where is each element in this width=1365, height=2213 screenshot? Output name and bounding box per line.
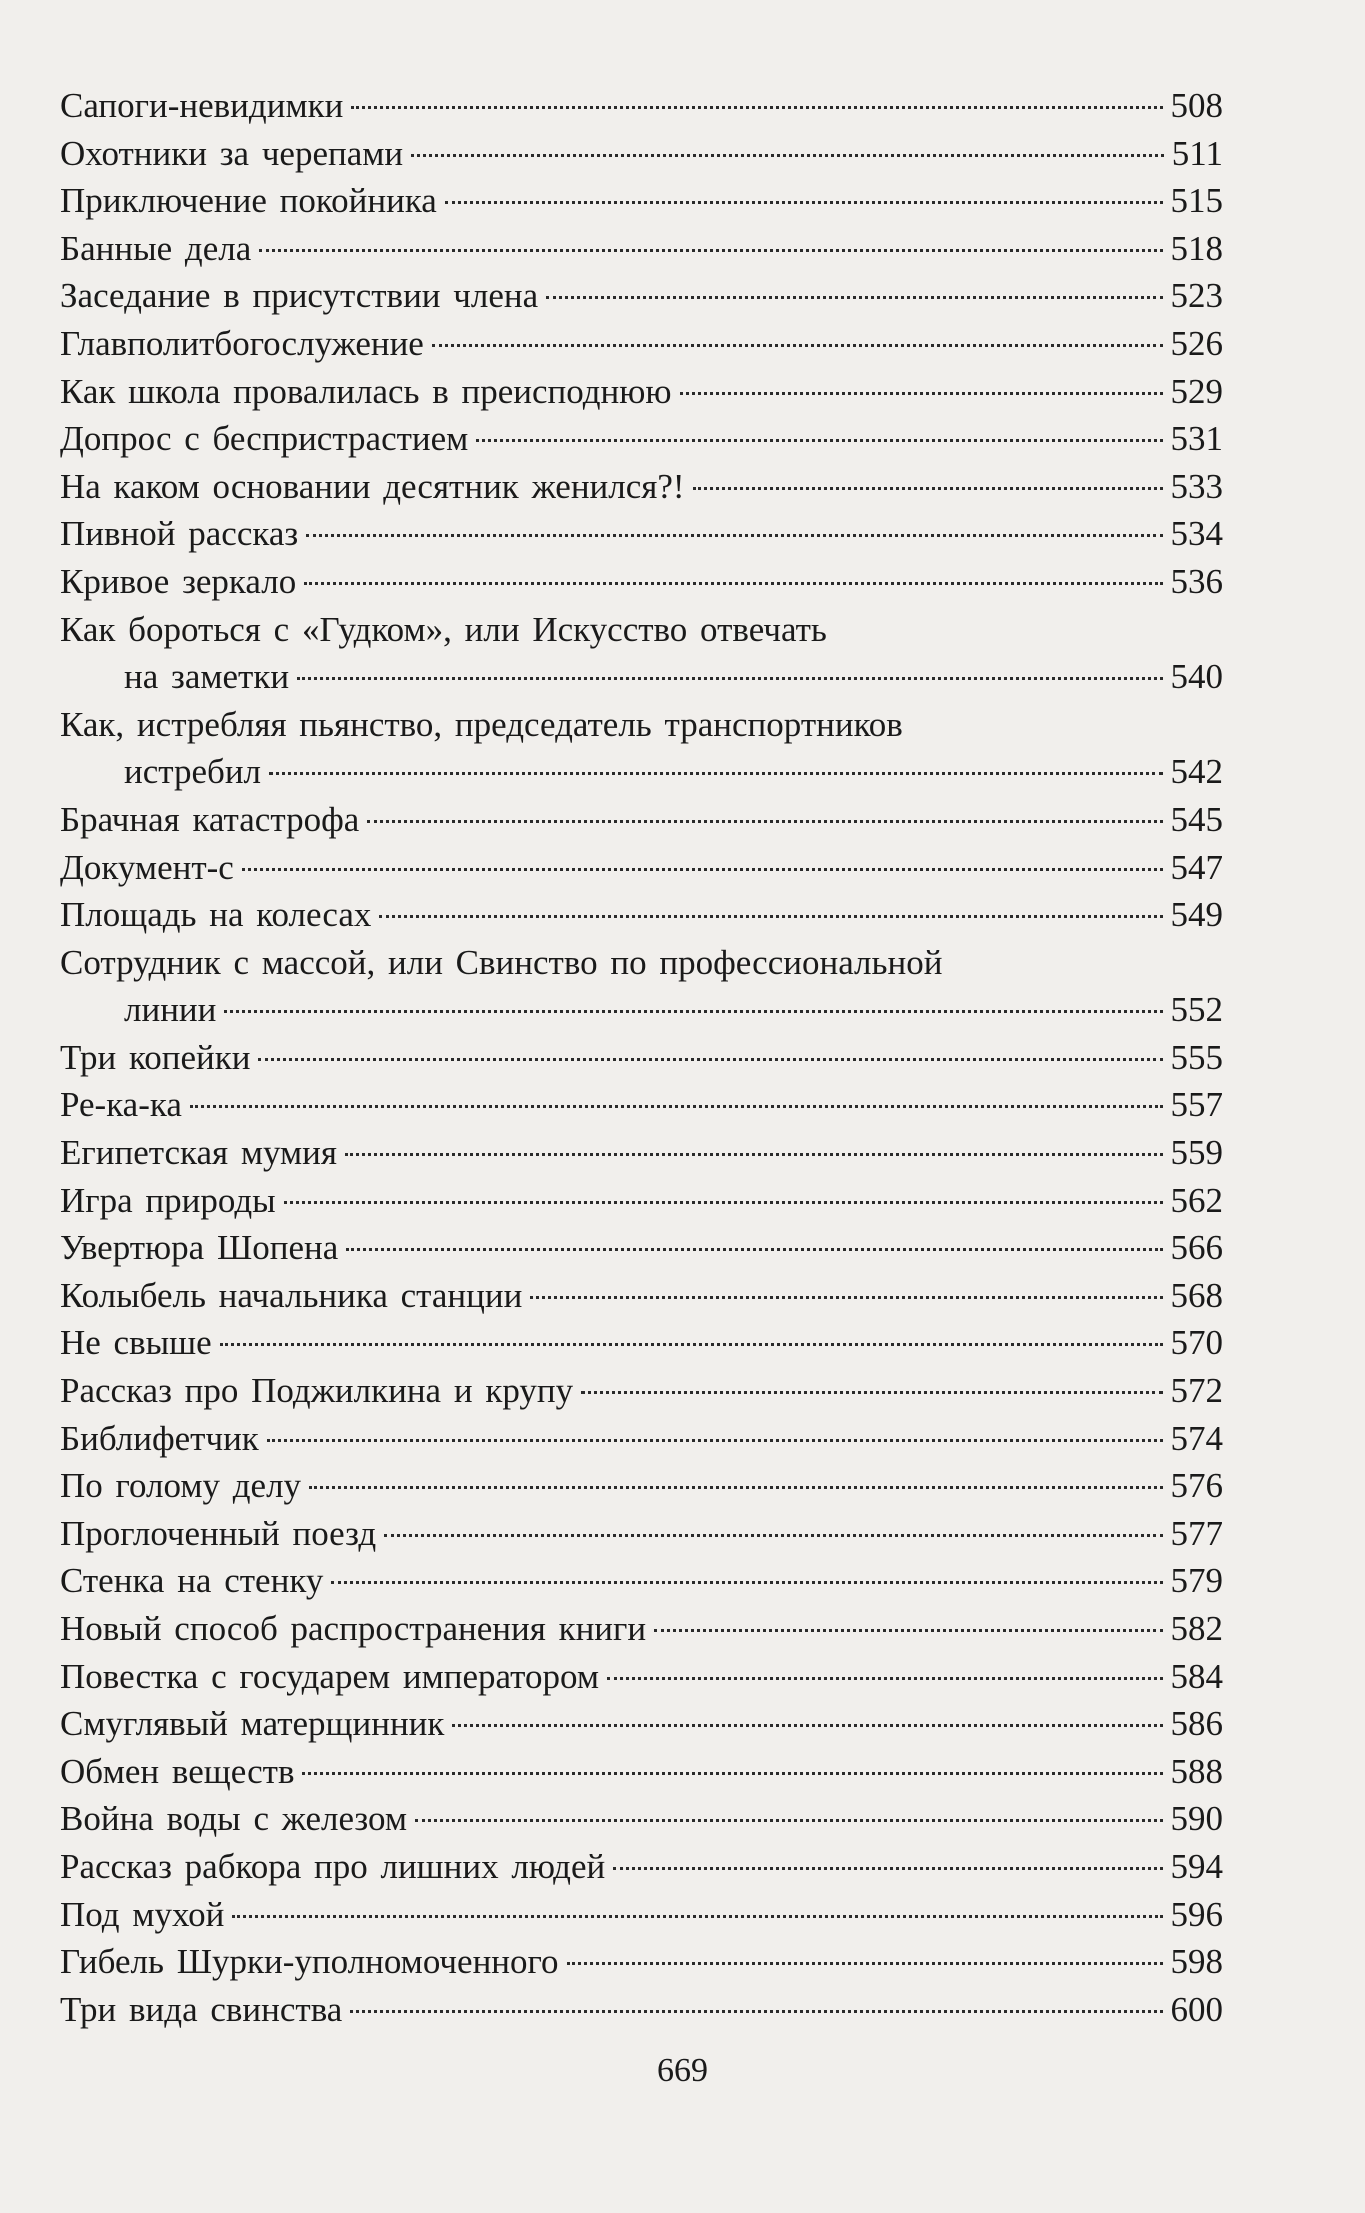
toc-entry-page: 590	[1170, 1799, 1223, 1839]
dot-leader	[530, 1296, 1162, 1299]
toc-entry-title: Как бороться с «Гудком», или Искусство отвечать	[60, 609, 827, 649]
dot-leader	[452, 1724, 1162, 1727]
dot-leader	[190, 1105, 1163, 1108]
toc-entry-title: Три копейки	[60, 1037, 251, 1077]
toc-entry-title: Кривое зеркало	[60, 561, 297, 601]
dot-leader	[259, 249, 1162, 252]
toc-entry	[60, 1795, 1223, 1843]
toc-entry-title: Смуглявый матерщинник	[60, 1704, 445, 1744]
dot-leader	[607, 1677, 1163, 1680]
toc-entry-title: Гибель Шурки-уполномоченного	[60, 1942, 559, 1982]
dot-leader	[258, 1058, 1162, 1061]
toc-entry-title: Документ-с	[60, 847, 234, 887]
toc-entry-title: Повестка с государем императором	[60, 1656, 599, 1696]
toc-entry-title: Пивной рассказ	[60, 514, 299, 554]
toc-entry	[60, 1748, 1223, 1796]
table-of-contents	[60, 82, 1223, 2033]
dot-leader	[411, 154, 1164, 157]
toc-entry-row	[60, 1081, 1223, 1129]
toc-entry-row	[60, 1748, 1223, 1796]
toc-entry-row	[60, 1462, 1223, 1510]
toc-entry-title: Допрос с беспристрастием	[60, 419, 469, 459]
toc-entry	[60, 796, 1223, 844]
toc-entry	[60, 1177, 1223, 1225]
dot-leader	[546, 296, 1162, 299]
toc-entry-title: Как школа провалилась в преисподнюю	[60, 371, 672, 411]
toc-entry-row	[60, 1319, 1223, 1367]
toc-entry-title: Приключение покойника	[60, 181, 437, 221]
toc-entry-row	[60, 558, 1223, 606]
toc-entry	[60, 510, 1223, 558]
toc-entry-row	[60, 796, 1223, 844]
dot-leader	[581, 1391, 1162, 1394]
toc-entry-row	[60, 1272, 1223, 1320]
toc-entry-title: Брачная катастрофа	[60, 799, 360, 839]
dot-leader	[476, 439, 1162, 442]
toc-entry-row	[60, 510, 1223, 558]
toc-entry-row	[60, 225, 1223, 273]
toc-entry-page: 600	[1170, 1989, 1223, 2029]
toc-entry-title: Заседание в присутствии члена	[60, 276, 539, 316]
toc-entry-row	[60, 130, 1223, 178]
toc-entry-row	[60, 1129, 1223, 1177]
toc-entry-row	[60, 1795, 1223, 1843]
toc-entry	[60, 606, 1223, 701]
toc-entry	[60, 1986, 1223, 2034]
toc-entry-page: 523	[1170, 276, 1223, 316]
toc-entry-page: 534	[1170, 514, 1223, 554]
dot-leader	[351, 106, 1162, 109]
dot-leader	[680, 392, 1163, 395]
dot-leader	[693, 487, 1163, 490]
toc-entry-page: 540	[1170, 657, 1223, 697]
dot-leader	[267, 1439, 1163, 1442]
toc-entry-title: Охотники за черепами	[60, 133, 404, 173]
dot-leader	[415, 1819, 1162, 1822]
toc-entry	[60, 939, 1223, 1034]
toc-entry-title: По голому делу	[60, 1466, 302, 1506]
toc-entry-row	[60, 653, 1223, 701]
toc-entry-title: на заметки	[124, 657, 290, 697]
toc-entry-row	[60, 1891, 1223, 1939]
toc-entry-page: 545	[1170, 799, 1223, 839]
toc-entry-title: Ре-ка-ка	[60, 1085, 182, 1125]
toc-entry	[60, 1557, 1223, 1605]
toc-entry-row	[60, 1367, 1223, 1415]
toc-entry	[60, 320, 1223, 368]
toc-entry	[60, 1843, 1223, 1891]
toc-entry	[60, 1272, 1223, 1320]
toc-entry-page: 566	[1170, 1228, 1223, 1268]
toc-entry-page: 555	[1170, 1037, 1223, 1077]
toc-entry-title: Египетская мумия	[60, 1133, 338, 1173]
toc-entry	[60, 1034, 1223, 1082]
toc-entry-page: 574	[1170, 1418, 1223, 1458]
dot-leader	[269, 772, 1162, 775]
toc-entry	[60, 1605, 1223, 1653]
toc-entry-title: истребил	[124, 752, 262, 792]
dot-leader	[284, 1201, 1163, 1204]
toc-entry-page: 531	[1170, 419, 1223, 459]
page-number: 669	[657, 2052, 708, 2089]
toc-entry-page: 576	[1170, 1466, 1223, 1506]
toc-entry-row	[60, 1938, 1223, 1986]
toc-entry-row	[60, 463, 1223, 511]
dot-leader	[346, 1248, 1162, 1251]
toc-entry	[60, 1367, 1223, 1415]
toc-entry-row	[60, 1986, 1223, 2034]
dot-leader	[331, 1581, 1162, 1584]
dot-leader	[350, 2010, 1162, 2013]
dot-leader	[224, 1010, 1162, 1013]
toc-entry-page: 533	[1170, 466, 1223, 506]
toc-entry-page: 518	[1170, 228, 1223, 268]
toc-entry-title: Новый способ распространения книги	[60, 1609, 647, 1648]
toc-entry-page: 526	[1170, 323, 1223, 363]
toc-entry-title: Три вида свинства	[60, 1989, 343, 2029]
toc-entry-page: 529	[1170, 371, 1223, 411]
dot-leader	[304, 582, 1162, 585]
toc-entry-page: 559	[1170, 1133, 1223, 1173]
toc-entry	[60, 1129, 1223, 1177]
toc-entry-row	[60, 272, 1223, 320]
toc-entry	[60, 701, 1223, 796]
toc-entry	[60, 1081, 1223, 1129]
toc-entry-page: 570	[1170, 1323, 1223, 1363]
dot-leader	[567, 1962, 1163, 1965]
toc-entry	[60, 558, 1223, 606]
toc-entry-row	[60, 1557, 1223, 1605]
toc-entry-title: Библифетчик	[60, 1418, 259, 1458]
toc-entry	[60, 1415, 1223, 1463]
toc-entry-page: 515	[1170, 181, 1223, 221]
dot-leader	[379, 915, 1162, 918]
toc-entry-title: Обмен веществ	[60, 1751, 295, 1791]
toc-entry	[60, 415, 1223, 463]
toc-entry-title: Война воды с железом	[60, 1799, 408, 1839]
toc-entry-title: На каком основании десятник женился?!	[60, 466, 685, 506]
toc-entry-row	[60, 1177, 1223, 1225]
toc-entry-row	[60, 1510, 1223, 1558]
toc-entry	[60, 225, 1223, 273]
dot-leader	[345, 1153, 1162, 1156]
toc-entry-page: 598	[1170, 1942, 1223, 1982]
toc-entry-row	[60, 82, 1223, 130]
toc-entry	[60, 368, 1223, 416]
toc-entry-title: Главполитбогослужение	[60, 323, 424, 363]
toc-entry-row	[60, 844, 1223, 892]
toc-entry-page: 562	[1170, 1180, 1223, 1220]
toc-entry-title: Игра природы	[60, 1180, 276, 1220]
toc-entry-page: 552	[1170, 990, 1223, 1030]
toc-entry	[60, 130, 1223, 178]
toc-entry-page: 584	[1170, 1656, 1223, 1696]
toc-entry	[60, 1510, 1223, 1558]
toc-entry-title: Сапоги-невидимки	[60, 86, 344, 125]
toc-entry-title: Рассказ рабкора про лишних людей	[60, 1846, 606, 1886]
dot-leader	[232, 1915, 1162, 1918]
toc-entry-page: 549	[1170, 895, 1223, 935]
dot-leader	[242, 868, 1163, 871]
toc-entry	[60, 891, 1223, 939]
toc-list	[60, 82, 1223, 2033]
toc-entry-page: 572	[1170, 1371, 1223, 1411]
toc-entry-row	[60, 177, 1223, 225]
toc-entry-row	[60, 415, 1223, 463]
toc-entry-row	[60, 1843, 1223, 1891]
toc-entry-title: Не свыше	[60, 1323, 212, 1363]
toc-entry-row	[60, 891, 1223, 939]
toc-entry	[60, 844, 1223, 892]
toc-entry	[60, 1653, 1223, 1701]
toc-entry	[60, 82, 1223, 130]
dot-leader	[306, 534, 1162, 537]
dot-leader	[432, 344, 1163, 347]
toc-entry-page: 582	[1170, 1609, 1223, 1648]
toc-entry-page: 547	[1170, 847, 1223, 887]
toc-entry-page: 586	[1170, 1704, 1223, 1744]
toc-entry	[60, 272, 1223, 320]
dot-leader	[367, 820, 1162, 823]
toc-entry-title: Сотрудник с массой, или Свинство по профессиональной	[60, 942, 943, 982]
dot-leader	[309, 1486, 1162, 1489]
dot-leader	[613, 1867, 1162, 1870]
dot-leader	[302, 1772, 1162, 1775]
toc-entry-title: Площадь на колесах	[60, 895, 372, 935]
toc-entry	[60, 1319, 1223, 1367]
toc-entry-title: Под мухой	[60, 1894, 225, 1934]
dot-leader	[384, 1534, 1162, 1537]
toc-entry	[60, 1700, 1223, 1748]
toc-entry	[60, 463, 1223, 511]
toc-entry	[60, 177, 1223, 225]
toc-entry-page: 588	[1170, 1751, 1223, 1791]
toc-entry	[60, 1224, 1223, 1272]
toc-entry-page: 542	[1170, 752, 1223, 792]
toc-entry-row	[60, 368, 1223, 416]
toc-entry-title: Банные дела	[60, 228, 252, 268]
toc-entry-title: Стенка на стенку	[60, 1561, 324, 1601]
toc-entry-title: Колыбель начальника станции	[60, 1275, 523, 1315]
toc-entry-row	[60, 1034, 1223, 1082]
toc-entry-page: 596	[1170, 1894, 1223, 1934]
toc-entry-page: 579	[1170, 1561, 1223, 1601]
toc-entry-row	[60, 748, 1223, 796]
dot-leader	[297, 677, 1162, 680]
dot-leader	[220, 1343, 1163, 1346]
toc-entry-page: 557	[1170, 1085, 1223, 1125]
toc-entry-title: Как, истребляя пьянство, председатель транспортников	[60, 704, 903, 744]
toc-entry-title: линии	[124, 990, 217, 1030]
toc-entry-row	[60, 1224, 1223, 1272]
toc-entry-row	[60, 1605, 1223, 1653]
toc-entry-page: 508	[1170, 86, 1223, 125]
toc-entry-row	[60, 986, 1223, 1034]
toc-entry-page: 511	[1171, 133, 1223, 173]
toc-entry	[60, 1938, 1223, 1986]
toc-entry-row	[60, 1700, 1223, 1748]
toc-entry-page: 594	[1170, 1846, 1223, 1886]
toc-entry-page: 536	[1170, 561, 1223, 601]
dot-leader	[654, 1629, 1162, 1632]
toc-entry-row	[60, 1415, 1223, 1463]
toc-entry	[60, 1891, 1223, 1939]
toc-entry-page: 577	[1170, 1513, 1223, 1553]
toc-entry	[60, 1462, 1223, 1510]
dot-leader	[445, 201, 1163, 204]
toc-entry-title: Увертюра Шопена	[60, 1228, 339, 1268]
toc-entry-title: Рассказ про Поджилкина и крупу	[60, 1371, 574, 1411]
toc-entry-title: Проглоченный поезд	[60, 1513, 377, 1553]
toc-entry-row	[60, 320, 1223, 368]
toc-entry-row	[60, 1653, 1223, 1701]
toc-entry-page: 568	[1170, 1275, 1223, 1315]
